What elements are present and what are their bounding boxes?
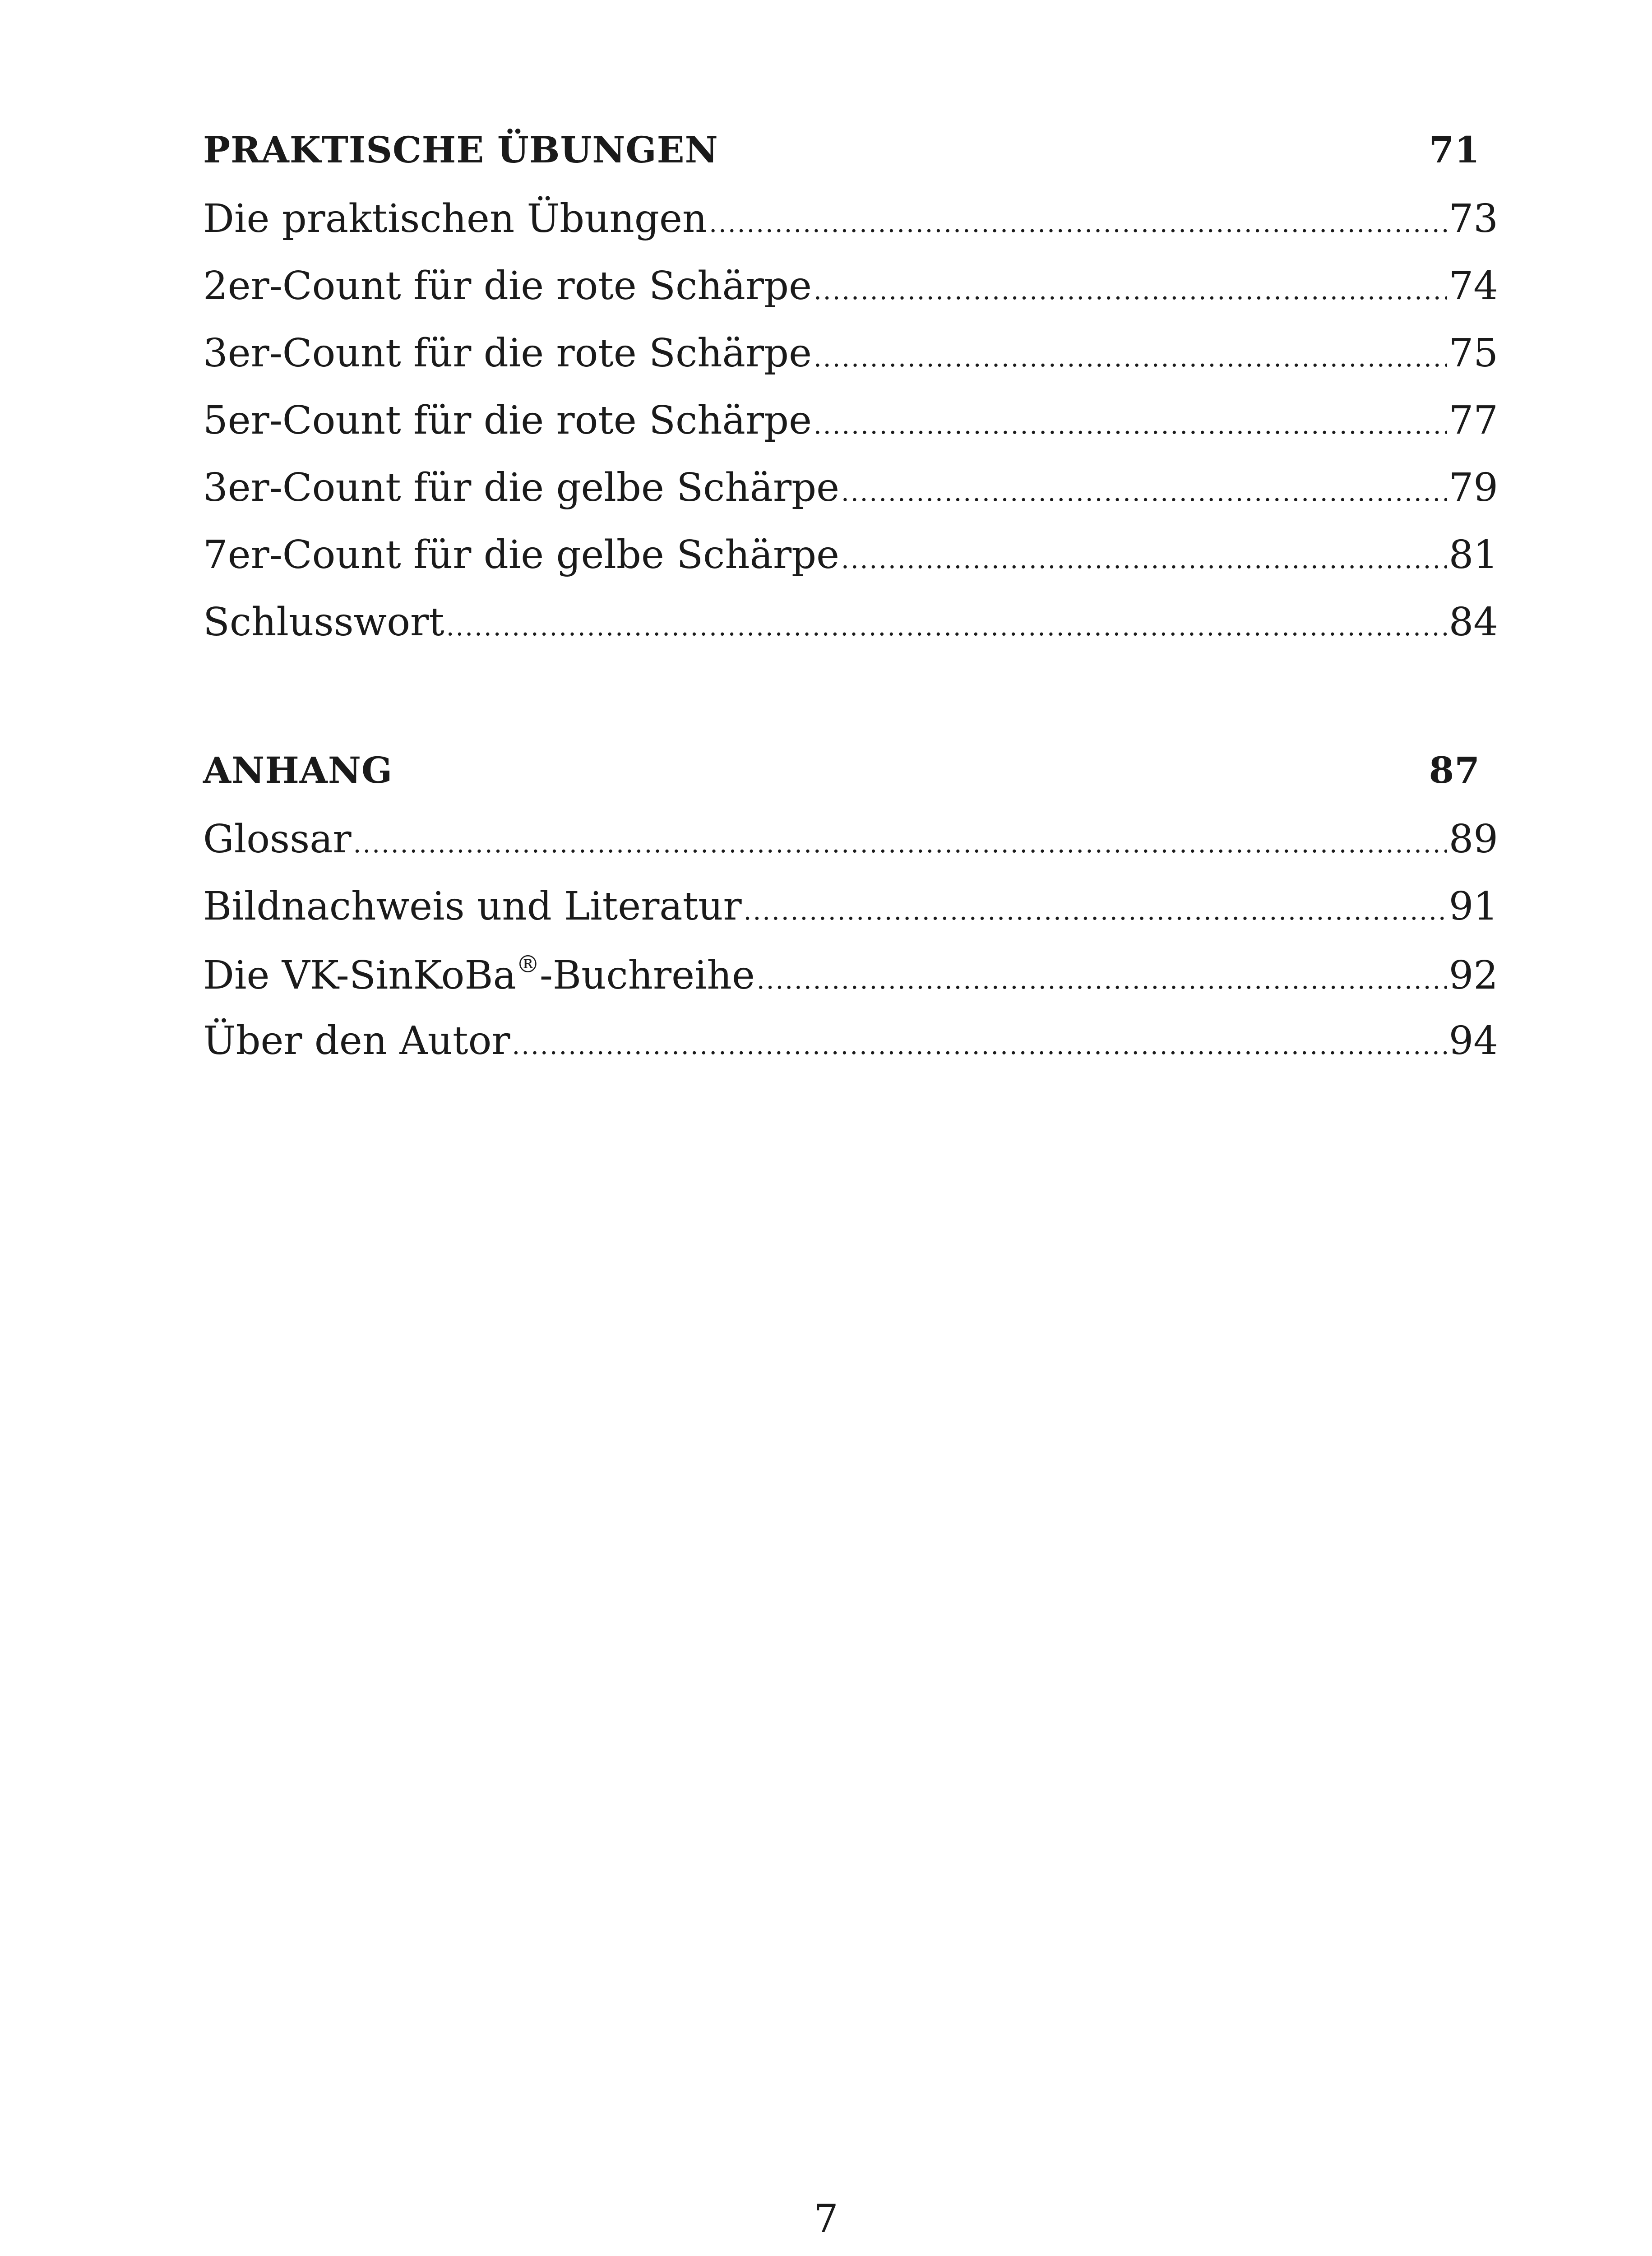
dot-leader <box>757 966 1447 995</box>
toc-entry[interactable] <box>203 1018 1498 1086</box>
dot-leader <box>841 478 1447 507</box>
toc-entry-label: 3er-Count für die gelbe Schärpe <box>203 465 840 510</box>
section-heading <box>203 749 1480 791</box>
toc-entry[interactable] <box>203 600 1498 667</box>
section-title: PRAKTISCHE ÜBUNGEN <box>203 129 718 171</box>
toc-entry[interactable] <box>203 465 1498 532</box>
toc-entry-label: 3er-Count für die rote Schärpe <box>203 331 812 376</box>
toc-entry[interactable] <box>203 817 1498 884</box>
dot-leader <box>841 545 1447 574</box>
toc-entry-label: 5er-Count für die rote Schärpe <box>203 398 812 443</box>
toc-entry-page: 91 <box>1448 884 1498 929</box>
toc-entry-label: Schlusswort <box>203 600 444 645</box>
toc-entry-label <box>203 951 755 998</box>
toc-entries <box>203 817 1498 1086</box>
toc-section-praktische-uebungen <box>203 129 1498 667</box>
toc-entry-page: 77 <box>1448 398 1498 443</box>
label-text: Die VK-SinKoBa <box>203 953 516 998</box>
dot-leader <box>814 276 1447 305</box>
section-page-number: 87 <box>1429 749 1480 791</box>
dot-leader <box>512 1031 1447 1060</box>
toc-entry-label: 7er-Count für die gelbe Schärpe <box>203 532 840 578</box>
toc-entry[interactable] <box>203 884 1498 951</box>
page-number: 7 <box>814 2196 838 2242</box>
toc-entry-page: 74 <box>1448 264 1498 309</box>
toc-entry-page: 89 <box>1448 817 1498 862</box>
toc-entry[interactable] <box>203 398 1498 465</box>
toc-entry-page: 94 <box>1448 1018 1498 1063</box>
toc-entry[interactable] <box>203 264 1498 331</box>
toc-entry[interactable] <box>203 196 1498 264</box>
dot-leader <box>814 411 1447 440</box>
toc-section-anhang <box>203 749 1498 1086</box>
toc-entry-label: Über den Autor <box>203 1018 510 1063</box>
toc-entry-page: 79 <box>1448 465 1498 510</box>
toc-entry-page: 81 <box>1448 532 1498 578</box>
dot-leader <box>709 209 1447 238</box>
toc-entry-label: 2er-Count für die rote Schärpe <box>203 264 812 309</box>
toc-entry[interactable] <box>203 532 1498 600</box>
toc-entry-page: 92 <box>1448 953 1498 998</box>
section-heading <box>203 129 1480 171</box>
toc-entry-page: 75 <box>1448 331 1498 376</box>
toc-entry-label: Die praktischen Übungen <box>203 196 708 241</box>
toc-entry-page: 73 <box>1448 196 1498 241</box>
dot-leader <box>814 343 1447 373</box>
dot-leader <box>744 897 1447 926</box>
toc-entry-page: 84 <box>1448 600 1498 645</box>
toc-entry[interactable] <box>203 951 1498 1018</box>
toc-entry-label: Bildnachweis und Literatur <box>203 884 742 929</box>
label-text: -Buchreihe <box>539 953 755 998</box>
toc-entry[interactable] <box>203 331 1498 398</box>
registered-mark: ® <box>516 951 540 978</box>
dot-leader <box>446 612 1447 642</box>
toc-entry-label: Glossar <box>203 817 352 862</box>
section-page-number: 71 <box>1429 129 1480 171</box>
toc-entries <box>203 196 1498 667</box>
section-title: ANHANG <box>203 749 393 791</box>
dot-leader <box>353 829 1447 859</box>
